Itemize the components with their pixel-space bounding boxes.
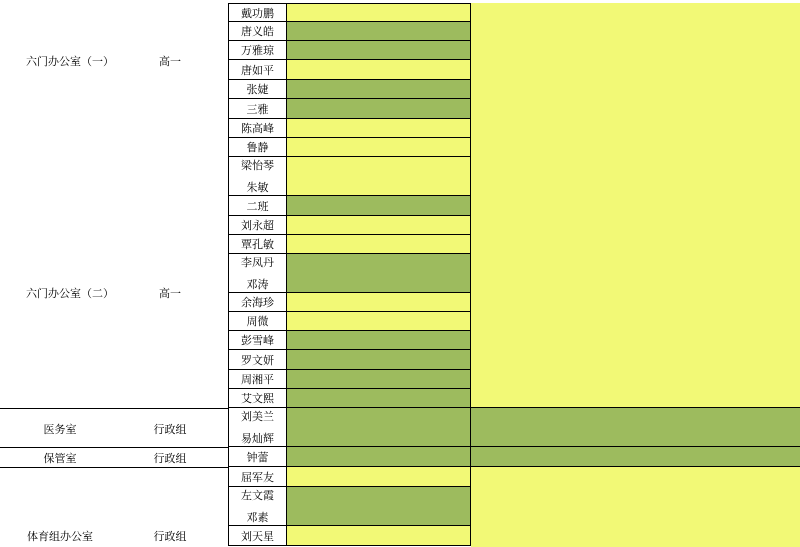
color-cell (287, 119, 471, 138)
right-fill-region (471, 3, 800, 408)
name-cell: 二班 (228, 196, 287, 216)
name-cell: 刘天星 (228, 526, 287, 546)
room-label-2: 六门办公室（二） (0, 283, 140, 303)
right-fill-region (471, 447, 800, 467)
grade-label-3: 行政组 (140, 419, 200, 439)
name-cell: 三雅 (228, 99, 287, 119)
room-label-3: 医务室 (0, 419, 120, 439)
color-cell (287, 254, 471, 293)
name-cell: 鲁静 (228, 138, 287, 157)
name-cell: 李凤丹 邓涛 (228, 254, 287, 293)
color-cell (287, 99, 471, 119)
color-cell (287, 331, 471, 350)
right-fill-region (471, 467, 800, 547)
color-cell (287, 408, 471, 447)
name-cell: 戴功鹏 (228, 3, 287, 22)
name-cell: 左文霞 邓素 (228, 487, 287, 526)
name-cell: 陈高峰 (228, 119, 287, 138)
group-separator (0, 447, 229, 448)
name-cell: 唐义皓 (228, 22, 287, 41)
group-separator (0, 408, 229, 409)
color-cell (287, 196, 471, 216)
color-cell (287, 312, 471, 331)
color-cell (287, 447, 471, 467)
name-cell: 钟蕾 (228, 447, 287, 467)
color-cell (287, 138, 471, 157)
room-label-1: 六门办公室（一） (0, 51, 140, 71)
color-cell (287, 487, 471, 526)
grade-label-5: 行政组 (140, 526, 200, 546)
group-separator (0, 467, 229, 468)
grade-label-2: 高一 (140, 283, 200, 303)
name-cell: 刘永超 (228, 216, 287, 235)
color-cell (287, 3, 471, 22)
name-cell: 梁怡琴 朱敏 (228, 157, 287, 196)
color-cell (287, 526, 471, 546)
color-cell (287, 157, 471, 196)
name-cell: 张婕 (228, 80, 287, 99)
room-label-4: 保管室 (0, 448, 120, 468)
name-cell: 刘美兰 易灿辉 (228, 408, 287, 447)
color-cell (287, 80, 471, 99)
grade-label-1: 高一 (140, 51, 200, 71)
color-cell (287, 350, 471, 370)
name-cell: 艾文熙 (228, 389, 287, 408)
name-cell: 唐如平 (228, 60, 287, 80)
name-cell: 余海珍 (228, 293, 287, 312)
name-cell: 屈军友 (228, 467, 287, 487)
room-label-5: 体育组办公室 (0, 526, 120, 546)
name-cell: 彭雪峰 (228, 331, 287, 350)
right-fill-region (471, 408, 800, 447)
color-cell (287, 60, 471, 80)
color-cell (287, 293, 471, 312)
color-cell (287, 370, 471, 389)
name-cell: 周湘平 (228, 370, 287, 389)
name-cell: 周微 (228, 312, 287, 331)
color-cell (287, 216, 471, 235)
color-cell (287, 389, 471, 408)
color-cell (287, 41, 471, 60)
name-cell: 罗文妍 (228, 350, 287, 370)
color-cell (287, 467, 471, 487)
grade-label-4: 行政组 (140, 448, 200, 468)
name-cell: 万雅琼 (228, 41, 287, 60)
color-cell (287, 22, 471, 41)
name-cell: 覃孔敏 (228, 235, 287, 254)
color-cell (287, 235, 471, 254)
